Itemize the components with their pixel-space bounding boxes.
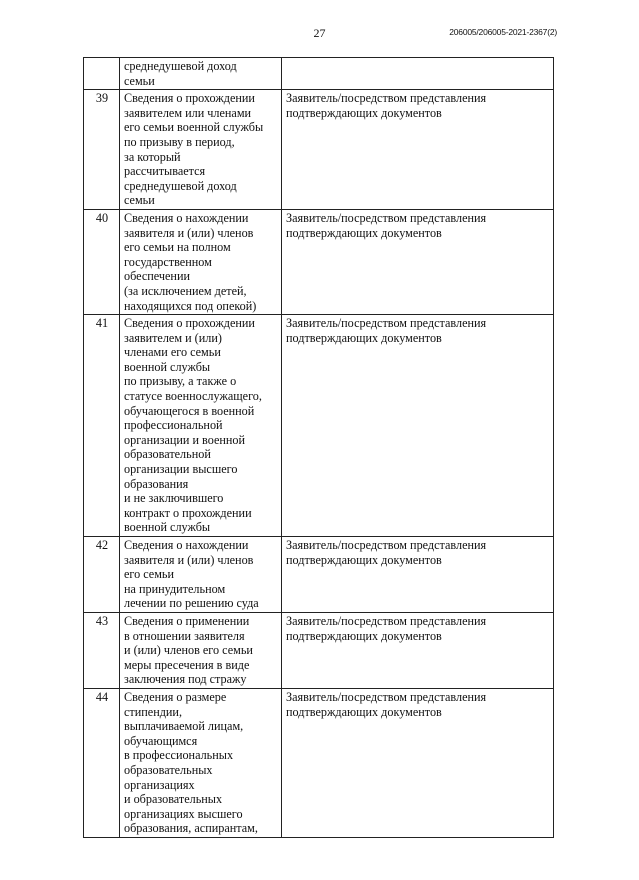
- info-cell: [120, 58, 282, 90]
- info-line: образования, аспирантам,: [124, 821, 258, 836]
- info-line: среднедушевой доход: [124, 178, 237, 193]
- info-line: профессиональной: [124, 418, 223, 433]
- info-line: членами его семьи: [124, 345, 221, 360]
- method-line: Заявитель/посредством представления: [286, 689, 487, 704]
- info-line: организациях высшего: [124, 806, 243, 821]
- method-cell: [282, 90, 554, 210]
- info-line: военной службы: [124, 359, 211, 374]
- info-line: стипендии,: [124, 704, 183, 719]
- info-cell: [120, 209, 282, 314]
- method-cell: [282, 315, 554, 537]
- info-line: обеспечении: [124, 269, 190, 284]
- row-number: 40: [84, 209, 120, 314]
- info-line: меры пресечения в виде: [124, 657, 250, 672]
- document-code: 206005/206005-2021-2367(2): [449, 27, 557, 37]
- info-line: военной службы: [124, 520, 211, 535]
- method-line: подтверждающих документов: [286, 330, 442, 345]
- method-line: Заявитель/посредством представления: [286, 613, 487, 628]
- info-cell: [120, 90, 282, 210]
- info-line: лечении по решению суда: [124, 596, 259, 611]
- info-line: за который: [124, 149, 181, 164]
- info-cell: [120, 315, 282, 537]
- info-line: по призыву, а также о: [124, 374, 237, 389]
- row-number: 43: [84, 612, 120, 688]
- row-number: 39: [84, 90, 120, 210]
- info-line: среднедушевой доход: [124, 59, 237, 73]
- info-line: статусе военнослужащего,: [124, 389, 262, 404]
- method-line: подтверждающих документов: [286, 552, 442, 567]
- method-line: подтверждающих документов: [286, 225, 442, 240]
- info-line: (за исключением детей,: [124, 283, 247, 298]
- info-line: Сведения о прохождении: [124, 316, 255, 331]
- info-line: организации и военной: [124, 432, 246, 447]
- info-line: заявителем или членами: [124, 105, 252, 120]
- method-line: Заявитель/посредством представления: [286, 538, 487, 552]
- table-row: [84, 688, 554, 837]
- info-line: образования: [124, 476, 189, 491]
- info-cell: [120, 688, 282, 837]
- table-row: [84, 90, 554, 210]
- info-line: организациях: [124, 777, 195, 792]
- table-row: [84, 612, 554, 688]
- info-line: в профессиональных: [124, 748, 234, 763]
- info-line: его семьи военной службы: [124, 120, 264, 135]
- method-cell: [282, 612, 554, 688]
- method-line: подтверждающих документов: [286, 704, 442, 719]
- method-cell: [282, 58, 554, 90]
- table-row: [84, 209, 554, 314]
- page-number: 27: [313, 26, 326, 40]
- info-line: его семьи: [124, 567, 175, 582]
- method-line: подтверждающих документов: [286, 105, 442, 120]
- method-cell: [282, 537, 554, 613]
- info-line: Сведения о применении: [124, 613, 250, 628]
- info-line: его семьи на полном: [124, 240, 231, 255]
- info-cell: [120, 537, 282, 613]
- info-line: контракт о прохождении: [124, 505, 252, 520]
- info-line: образовательных: [124, 762, 213, 777]
- info-line: Сведения о нахождении: [124, 538, 249, 552]
- row-number: 42: [84, 537, 120, 613]
- info-line: в отношении заявителя: [124, 628, 245, 643]
- info-line: семьи: [124, 73, 155, 88]
- info-line: Сведения о размере: [124, 689, 227, 704]
- row-number: 44: [84, 688, 120, 837]
- method-line: Заявитель/посредством представления: [286, 210, 487, 225]
- info-line: Сведения о прохождении: [124, 91, 255, 106]
- method-line: подтверждающих документов: [286, 628, 442, 643]
- table-row: [84, 58, 554, 90]
- method-line: Заявитель/посредством представления: [286, 91, 487, 106]
- info-line: и (или) членов его семьи: [124, 643, 253, 658]
- info-line: семьи: [124, 193, 155, 208]
- info-line: образовательной: [124, 447, 211, 462]
- requirements-table: [83, 57, 554, 838]
- info-line: находящихся под опекой): [124, 298, 257, 313]
- info-line: обучающегося в военной: [124, 403, 255, 418]
- info-line: на принудительном: [124, 581, 226, 596]
- info-line: заявителя и (или) членов: [124, 552, 254, 567]
- table-row: [84, 537, 554, 613]
- info-line: заявителя и (или) членов: [124, 225, 254, 240]
- table-row: [84, 315, 554, 537]
- info-line: Сведения о нахождении: [124, 210, 249, 225]
- info-line: государственном: [124, 254, 212, 269]
- row-number: [84, 58, 120, 90]
- info-line: и образовательных: [124, 792, 223, 807]
- row-number: 41: [84, 315, 120, 537]
- method-line: Заявитель/посредством представления: [286, 316, 487, 331]
- info-line: по призыву в период,: [124, 134, 235, 149]
- table-body: [84, 58, 554, 838]
- info-line: обучающимся: [124, 733, 198, 748]
- info-line: заключения под стражу: [124, 672, 247, 687]
- info-line: заявителем и (или): [124, 330, 222, 345]
- info-line: организации высшего: [124, 462, 238, 477]
- info-cell: [120, 612, 282, 688]
- info-line: выплачиваемой лицам,: [124, 719, 244, 734]
- info-line: рассчитывается: [124, 164, 206, 179]
- info-line: и не заключившего: [124, 491, 224, 506]
- method-cell: [282, 688, 554, 837]
- method-cell: [282, 209, 554, 314]
